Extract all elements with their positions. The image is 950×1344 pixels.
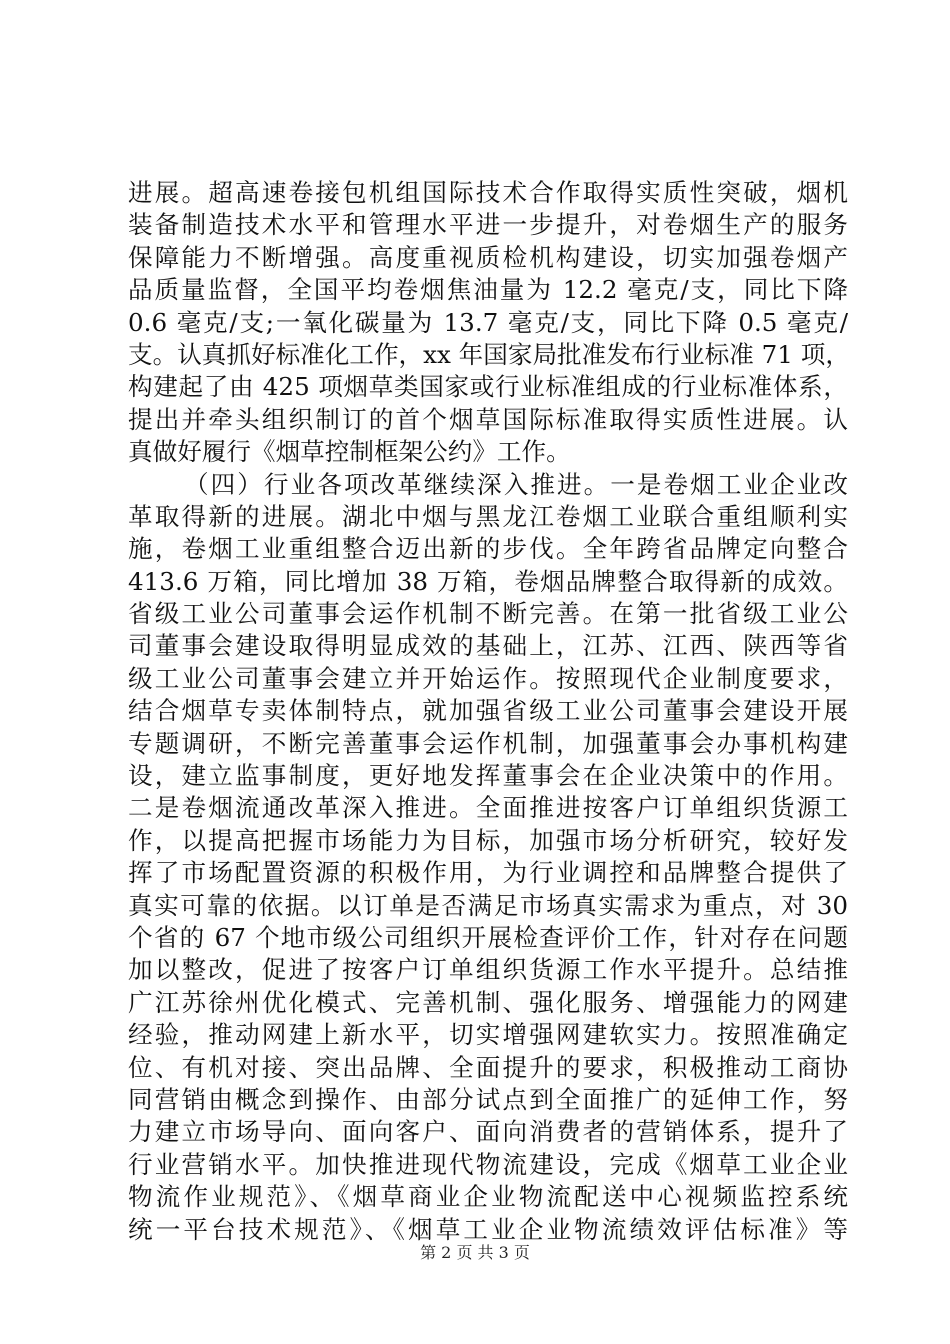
text-line: 加以整改，促进了按客户订单组织货源工作水平提升。总结推 xyxy=(128,955,848,985)
paragraph-start-line: （四）行业各项改革继续深入推进。一是卷烟工业企业改 xyxy=(184,469,848,499)
text-line: 统一平台技术规范》、《烟草工业企业物流绩效评估标准》等 xyxy=(128,1214,848,1244)
text-line: 力建立市场导向、面向客户、面向消费者的营销体系，提升了 xyxy=(128,1117,848,1147)
text-line: 413.6 万箱，同比增加 38 万箱，卷烟品牌整合取得新的成效。 xyxy=(128,566,848,596)
text-line: 结合烟草专卖体制特点，就加强省级工业公司董事会建设开展 xyxy=(128,696,848,726)
text-line: 作，以提高把握市场能力为目标，加强市场分析研究，较好发 xyxy=(128,825,848,855)
page-number-footer: 第 2 页 共 3 页 xyxy=(420,1243,530,1262)
text-line: 真实可靠的依据。以订单是否满足市场真实需求为重点，对 30 xyxy=(128,890,848,920)
text-line: 装备制造技术水平和管理水平进一步提升，对卷烟生产的服务 xyxy=(128,210,848,240)
text-line: 专题调研，不断完善董事会运作机制，加强董事会办事机构建 xyxy=(128,728,848,758)
text-line: 0.6 毫克/支;一氧化碳量为 13.7 毫克/支，同比下降 0.5 毫克/ xyxy=(128,307,848,337)
text-line: 保障能力不断增强。高度重视质检机构建设，切实加强卷烟产 xyxy=(128,242,848,272)
text-line: 个省的 67 个地市级公司组织开展检查评价工作，针对存在问题 xyxy=(128,922,848,952)
text-line: 挥了市场配置资源的积极作用，为行业调控和品牌整合提供了 xyxy=(128,858,848,888)
text-line: 物流作业规范》、《烟草商业企业物流配送中心视频监控系统 xyxy=(128,1182,848,1212)
text-line: 革取得新的进展。湖北中烟与黑龙江卷烟工业联合重组顺利实 xyxy=(128,501,848,531)
text-line: 施，卷烟工业重组整合迈出新的步伐。全年跨省品牌定向整合 xyxy=(128,534,848,564)
body-text xyxy=(128,177,848,1246)
text-line: 品质量监督，全国平均卷烟焦油量为 12.2 毫克/支，同比下降 xyxy=(128,275,848,305)
text-line: 提出并牵头组织制订的首个烟草国际标准取得实质性进展。认 xyxy=(128,404,848,434)
text-line: 同营销由概念到操作、由部分试点到全面推广的延伸工作，努 xyxy=(128,1084,848,1114)
text-line: 省级工业公司董事会运作机制不断完善。在第一批省级工业公 xyxy=(128,599,848,629)
text-line: 真做好履行《烟草控制框架公约》工作。 xyxy=(128,437,571,467)
text-line: 位、有机对接、突出品牌、全面提升的要求，积极推动工商协 xyxy=(128,1052,848,1082)
text-line: 进展。超高速卷接包机组国际技术合作取得实质性突破，烟机 xyxy=(128,178,848,207)
text-line: 司董事会建设取得明显成效的基础上，江苏、江西、陕西等省 xyxy=(128,631,848,661)
text-line: 构建起了由 425 项烟草类国家或行业标准组成的行业标准体系， xyxy=(128,372,848,402)
text-line: 广江苏徐州优化模式、完善机制、强化服务、增强能力的网建 xyxy=(128,987,848,1017)
text-line: 经验，推动网建上新水平，切实增强网建软实力。按照准确定 xyxy=(128,1020,848,1050)
text-line: 级工业公司董事会建立并开始运作。按照现代企业制度要求， xyxy=(128,663,848,693)
text-line: 行业营销水平。加快推进现代物流建设，完成《烟草工业企业 xyxy=(128,1149,848,1179)
text-line: 设，建立监事制度，更好地发挥董事会在企业决策中的作用。 xyxy=(128,761,848,791)
text-line: 支。认真抓好标准化工作，xx 年国家局批准发布行业标准 71 项， xyxy=(128,339,850,369)
text-line: 二是卷烟流通改革深入推进。全面推进按客户订单组织货源工 xyxy=(128,793,848,823)
